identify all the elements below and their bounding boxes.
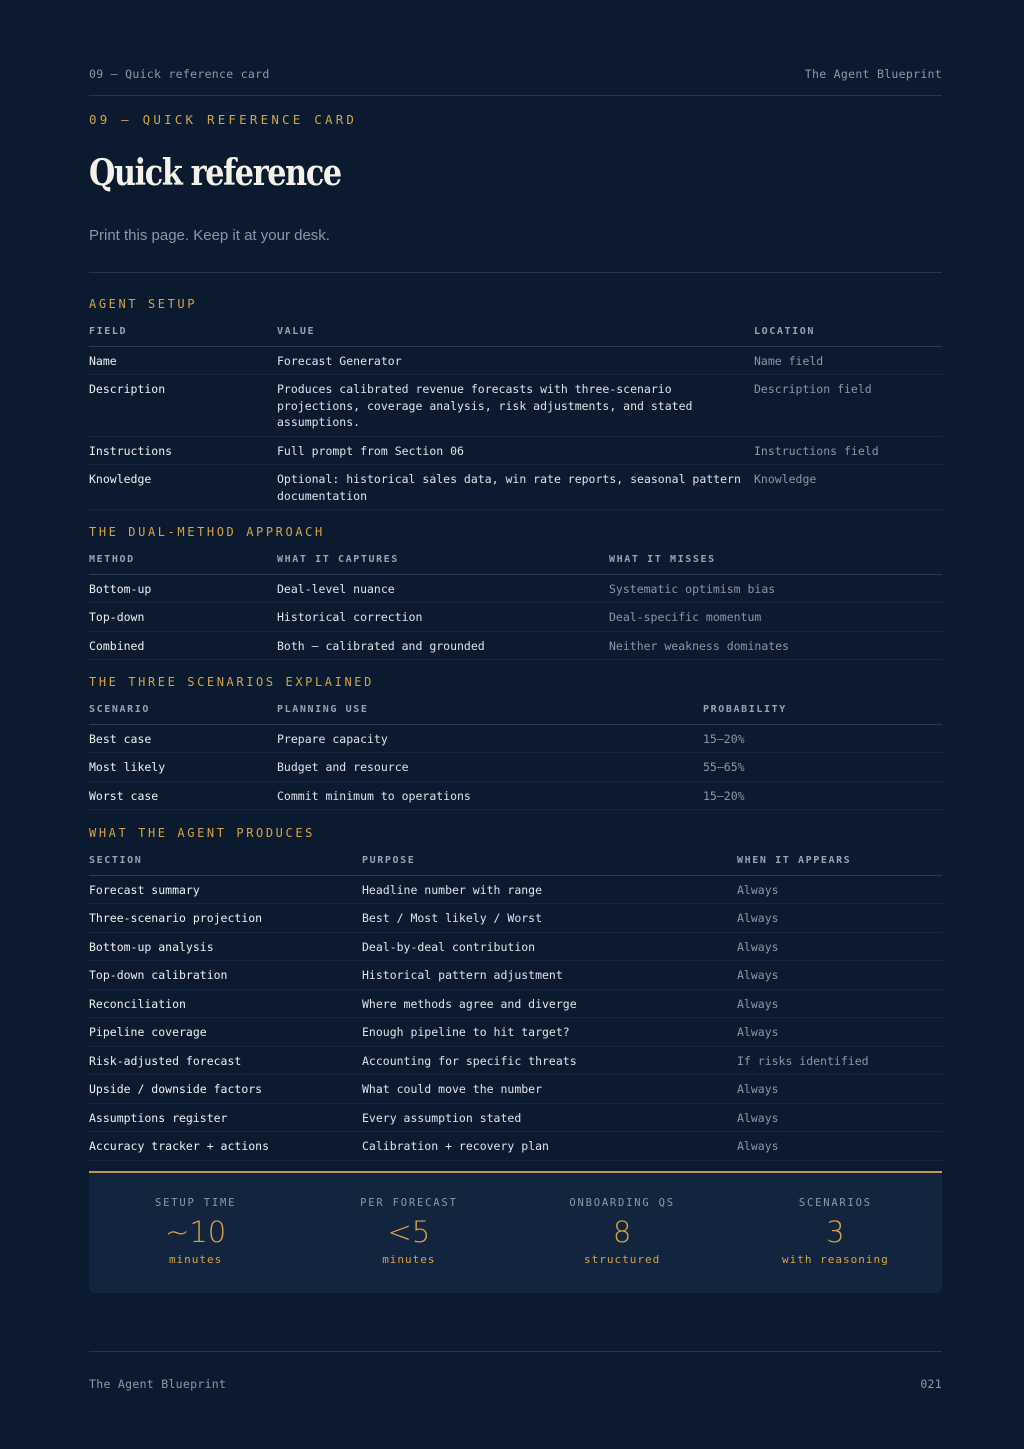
cell-purpose: Best / Most likely / Worst — [362, 904, 737, 933]
cell-purpose: Deal-by-deal contribution — [362, 932, 737, 961]
cell-section: Assumptions register — [89, 1103, 362, 1132]
cell-purpose: What could move the number — [362, 1075, 737, 1104]
stat-value: ~10 — [165, 1215, 227, 1249]
cell-location: Name field — [754, 346, 942, 375]
cell-field: Instructions — [89, 436, 277, 465]
stat-unit: minutes — [382, 1253, 436, 1266]
table-row — [89, 753, 942, 782]
cell-value: Optional: historical sales data, win rate reports, seasonal pattern documentation — [277, 465, 754, 510]
cell-field: Knowledge — [89, 465, 277, 510]
cell-method: Combined — [89, 631, 277, 660]
scenarios-table — [89, 696, 942, 810]
cell-value: Produces calibrated revenue forecasts with three-scenario projections, coverage analysis, risk adjustments, and stated assumptions. — [277, 375, 754, 437]
section-eyebrow: 09 — QUICK REFERENCE CARD — [89, 112, 358, 127]
column-header: VALUE — [277, 318, 754, 346]
cell-when: Always — [737, 875, 942, 904]
column-header: PLANNING USE — [277, 696, 703, 724]
cell-when: Always — [737, 961, 942, 990]
cell-when: Always — [737, 1132, 942, 1161]
cell-captures: Deal-level nuance — [277, 574, 609, 603]
cell-when: Always — [737, 989, 942, 1018]
cell-purpose: Enough pipeline to hit target? — [362, 1018, 737, 1047]
cell-scenario: Worst case — [89, 781, 277, 810]
stat-label: ONBOARDING QS — [569, 1197, 675, 1209]
cell-when: Always — [737, 932, 942, 961]
cell-section: Accuracy tracker + actions — [89, 1132, 362, 1161]
column-header: SCENARIO — [89, 696, 277, 724]
cell-scenario: Most likely — [89, 753, 277, 782]
cell-when: If risks identified — [737, 1046, 942, 1075]
page — [89, 0, 942, 1449]
cell-purpose: Every assumption stated — [362, 1103, 737, 1132]
cell-misses: Systematic optimism bias — [609, 574, 942, 603]
cell-section: Reconciliation — [89, 989, 362, 1018]
cell-planning-use: Commit minimum to operations — [277, 781, 703, 810]
header-divider — [89, 95, 942, 96]
table-row — [89, 961, 942, 990]
column-header: PURPOSE — [362, 847, 737, 875]
footer-divider — [89, 1351, 942, 1352]
table-row — [89, 603, 942, 632]
table-row — [89, 465, 942, 510]
stat-scenarios — [729, 1173, 942, 1293]
produces-table — [89, 847, 942, 1161]
cell-when: Always — [737, 1103, 942, 1132]
cell-when: Always — [737, 1075, 942, 1104]
scenarios-title: THE THREE SCENARIOS EXPLAINED — [89, 675, 374, 689]
cell-when: Always — [737, 1018, 942, 1047]
running-header-right: The Agent Blueprint — [804, 67, 942, 81]
dual-method-title: THE DUAL-METHOD APPROACH — [89, 525, 325, 539]
cell-section: Forecast summary — [89, 875, 362, 904]
cell-planning-use: Budget and resource — [277, 753, 703, 782]
table-row — [89, 631, 942, 660]
cell-section: Risk-adjusted forecast — [89, 1046, 362, 1075]
stat-unit: minutes — [168, 1253, 223, 1266]
column-header: SECTION — [89, 847, 362, 875]
page-subtitle: Print this page. Keep it at your desk. — [89, 227, 330, 244]
cell-planning-use: Prepare capacity — [277, 724, 703, 753]
footer-title: The Agent Blueprint — [89, 1377, 227, 1391]
running-header — [89, 67, 942, 81]
cell-section: Three-scenario projection — [89, 904, 362, 933]
cell-misses: Deal-specific momentum — [609, 603, 942, 632]
page-title: Quick reference — [89, 152, 341, 194]
table-row — [89, 904, 942, 933]
table-row — [89, 781, 942, 810]
cell-probability: 15–20% — [703, 724, 942, 753]
stat-label: PER FORECAST — [360, 1197, 458, 1209]
title-divider — [89, 272, 942, 273]
table-header-row — [89, 696, 942, 724]
table-row — [89, 989, 942, 1018]
cell-captures: Historical correction — [277, 603, 609, 632]
table-row — [89, 346, 942, 375]
column-header: WHEN IT APPEARS — [737, 847, 942, 875]
cell-purpose: Accounting for specific threats — [362, 1046, 737, 1075]
agent-setup-table — [89, 318, 942, 510]
page-footer — [89, 1377, 942, 1391]
stat-value: 8 — [612, 1215, 632, 1249]
agent-setup-title: AGENT SETUP — [89, 297, 198, 311]
column-header: METHOD — [89, 546, 277, 574]
table-header-row — [89, 546, 942, 574]
stats-panel — [89, 1171, 942, 1293]
stat-per-forecast — [302, 1173, 515, 1293]
page-number: 021 — [920, 1377, 942, 1391]
cell-probability: 15–20% — [703, 781, 942, 810]
cell-field: Name — [89, 346, 277, 375]
table-row — [89, 724, 942, 753]
cell-field: Description — [89, 375, 277, 437]
cell-section: Top-down calibration — [89, 961, 362, 990]
dual-method-table — [89, 546, 942, 660]
cell-purpose: Historical pattern adjustment — [362, 961, 737, 990]
column-header: WHAT IT MISSES — [609, 546, 942, 574]
cell-misses: Neither weakness dominates — [609, 631, 942, 660]
cell-location: Description field — [754, 375, 942, 437]
cell-section: Bottom-up analysis — [89, 932, 362, 961]
stat-label: SETUP TIME — [155, 1197, 237, 1209]
table-header-row — [89, 318, 942, 346]
table-row — [89, 1103, 942, 1132]
table-row — [89, 1132, 942, 1161]
cell-captures: Both — calibrated and grounded — [277, 631, 609, 660]
column-header: PROBABILITY — [703, 696, 942, 724]
running-header-left: 09 — Quick reference card — [89, 67, 270, 81]
table-header-row — [89, 847, 942, 875]
stat-label: SCENARIOS — [798, 1197, 872, 1209]
cell-purpose: Where methods agree and diverge — [362, 989, 737, 1018]
table-row — [89, 875, 942, 904]
cell-location: Knowledge — [754, 465, 942, 510]
cell-when: Always — [737, 904, 942, 933]
stat-onboarding-qs — [516, 1173, 729, 1293]
table-row — [89, 1075, 942, 1104]
cell-scenario: Best case — [89, 724, 277, 753]
table-row — [89, 574, 942, 603]
column-header: LOCATION — [754, 318, 942, 346]
cell-method: Bottom-up — [89, 574, 277, 603]
stat-value: 3 — [826, 1215, 845, 1249]
column-header: WHAT IT CAPTURES — [277, 546, 609, 574]
table-row — [89, 1046, 942, 1075]
produces-title: WHAT THE AGENT PRODUCES — [89, 826, 315, 840]
cell-probability: 55–65% — [703, 753, 942, 782]
stat-unit: structured — [584, 1253, 661, 1266]
cell-value: Forecast Generator — [277, 346, 754, 375]
table-row — [89, 932, 942, 961]
stat-setup-time — [89, 1173, 302, 1293]
cell-location: Instructions field — [754, 436, 942, 465]
cell-purpose: Headline number with range — [362, 875, 737, 904]
cell-section: Upside / downside factors — [89, 1075, 362, 1104]
table-row — [89, 436, 942, 465]
cell-purpose: Calibration + recovery plan — [362, 1132, 737, 1161]
stat-unit: with reasoning — [782, 1253, 889, 1266]
table-row — [89, 375, 942, 437]
cell-section: Pipeline coverage — [89, 1018, 362, 1047]
table-row — [89, 1018, 942, 1047]
cell-value: Full prompt from Section 06 — [277, 436, 754, 465]
stat-value: <5 — [387, 1215, 431, 1249]
cell-method: Top-down — [89, 603, 277, 632]
column-header: FIELD — [89, 318, 277, 346]
